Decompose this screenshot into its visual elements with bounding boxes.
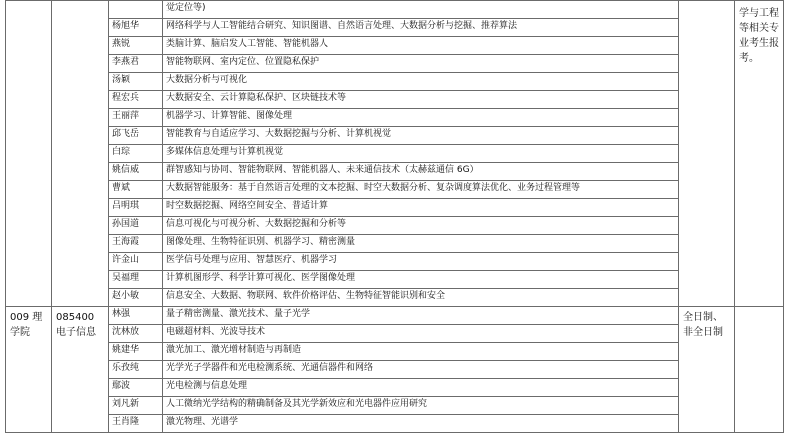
table-row	[6, 145, 784, 163]
research-area: 大数据智能服务：基于自然语言处理的文本挖掘、时空大数据分析、复杂调度算法优化、业务过程管理等	[163, 181, 679, 199]
research-area: 觉定位等)	[163, 1, 679, 19]
research-area: 量子精密测量、激光技术、量子光学	[163, 307, 679, 325]
advisor-name: 曹斌	[109, 181, 163, 199]
research-area: 群智感知与协同、智能物联网、智能机器人、未来通信技术（太赫兹通信 6G）	[163, 163, 679, 181]
advisor-name: 林强	[109, 307, 163, 325]
research-area: 网络科学与人工智能结合研究、知识图谱、自然语言处理、大数据分析与挖掘、推荐算法	[163, 19, 679, 37]
research-area: 医学信号处理与应用、智慧医疗、机器学习	[163, 253, 679, 271]
research-area: 多媒体信息处理与计算机视觉	[163, 145, 679, 163]
table-row	[6, 1, 784, 19]
remarks-empty	[735, 307, 784, 433]
remarks-note: 学与工程等相关专业考生报考。	[735, 1, 784, 307]
research-area: 计算机图形学、科学计算可视化、医学图像处理	[163, 271, 679, 289]
advisor-name: 燕锐	[109, 37, 163, 55]
dept-cell-empty	[6, 1, 52, 307]
advisor-name: 刘凡新	[109, 397, 163, 415]
table-row	[6, 415, 784, 433]
table-row	[6, 55, 784, 73]
table-row	[6, 235, 784, 253]
table-row	[6, 73, 784, 91]
advisor-name: 汤颖	[109, 73, 163, 91]
advisor-name: 吴福理	[109, 271, 163, 289]
table-row	[6, 163, 784, 181]
major-cell-empty	[52, 1, 109, 307]
table-row	[6, 271, 784, 289]
advisor-name	[109, 1, 163, 19]
research-area: 激光加工、激光增材制造与再制造	[163, 343, 679, 361]
table-row	[6, 253, 784, 271]
advisor-name: 王肖隆	[109, 415, 163, 433]
advisor-name: 白琮	[109, 145, 163, 163]
study-mode-empty	[679, 1, 735, 307]
table-row	[6, 19, 784, 37]
advisor-name: 程宏兵	[109, 91, 163, 109]
advisor-name: 杨旭华	[109, 19, 163, 37]
table-row	[6, 361, 784, 379]
research-area: 大数据分析与可视化	[163, 73, 679, 91]
table-row	[6, 109, 784, 127]
research-area: 智能物联网、室内定位、位置隐私保护	[163, 55, 679, 73]
advisor-name: 姚信威	[109, 163, 163, 181]
research-area: 类脑计算、脑启发人工智能、智能机器人	[163, 37, 679, 55]
advisor-name: 乐孜纯	[109, 361, 163, 379]
research-area: 时空数据挖掘、网络空间安全、普适计算	[163, 199, 679, 217]
advisor-name: 沈林放	[109, 325, 163, 343]
advisor-name: 姚建华	[109, 343, 163, 361]
major-code-name: 085400 电子信息	[52, 307, 109, 433]
table-row	[6, 199, 784, 217]
table-row	[6, 217, 784, 235]
research-area: 图像处理、生物特征识别、机器学习、精密测量	[163, 235, 679, 253]
table-row	[6, 181, 784, 199]
dept-code-name: 009 理学院	[6, 307, 52, 433]
table-row	[6, 325, 784, 343]
research-area: 信息可视化与可视分析、大数据挖掘和分析等	[163, 217, 679, 235]
table-row	[6, 379, 784, 397]
research-area: 信息安全、大数据、物联网、软件价格评估、生物特征智能识别和安全	[163, 289, 679, 307]
table-row	[6, 397, 784, 415]
table-row	[6, 307, 784, 325]
research-area: 电磁超材料、光波导技术	[163, 325, 679, 343]
research-area: 大数据安全、云计算隐私保护、区块链技术等	[163, 91, 679, 109]
table-row	[6, 127, 784, 145]
advisor-name: 许金山	[109, 253, 163, 271]
program-table	[5, 0, 784, 433]
table-row	[6, 289, 784, 307]
advisor-name: 李燕君	[109, 55, 163, 73]
advisor-name: 鄢波	[109, 379, 163, 397]
research-area: 机器学习、计算智能、图像处理	[163, 109, 679, 127]
advisor-name: 王丽萍	[109, 109, 163, 127]
table-row	[6, 343, 784, 361]
research-area: 光电检测与信息处理	[163, 379, 679, 397]
table-body	[6, 1, 784, 433]
advisor-name: 邱飞岳	[109, 127, 163, 145]
research-area: 光学光子学器件和光电检测系统、光通信器件和网络	[163, 361, 679, 379]
research-area: 激光物理、光谱学	[163, 415, 679, 433]
research-area: 智能教育与自适应学习、大数据挖掘与分析、计算机视觉	[163, 127, 679, 145]
table-row	[6, 37, 784, 55]
advisor-name: 王海霞	[109, 235, 163, 253]
table-row	[6, 91, 784, 109]
advisor-name: 赵小敏	[109, 289, 163, 307]
research-area: 人工微纳光学结构的精确制备及其光学新效应和光电器件应用研究	[163, 397, 679, 415]
advisor-name: 吕明琪	[109, 199, 163, 217]
study-mode: 全日制、非全日制	[679, 307, 735, 433]
advisor-name: 孙国道	[109, 217, 163, 235]
